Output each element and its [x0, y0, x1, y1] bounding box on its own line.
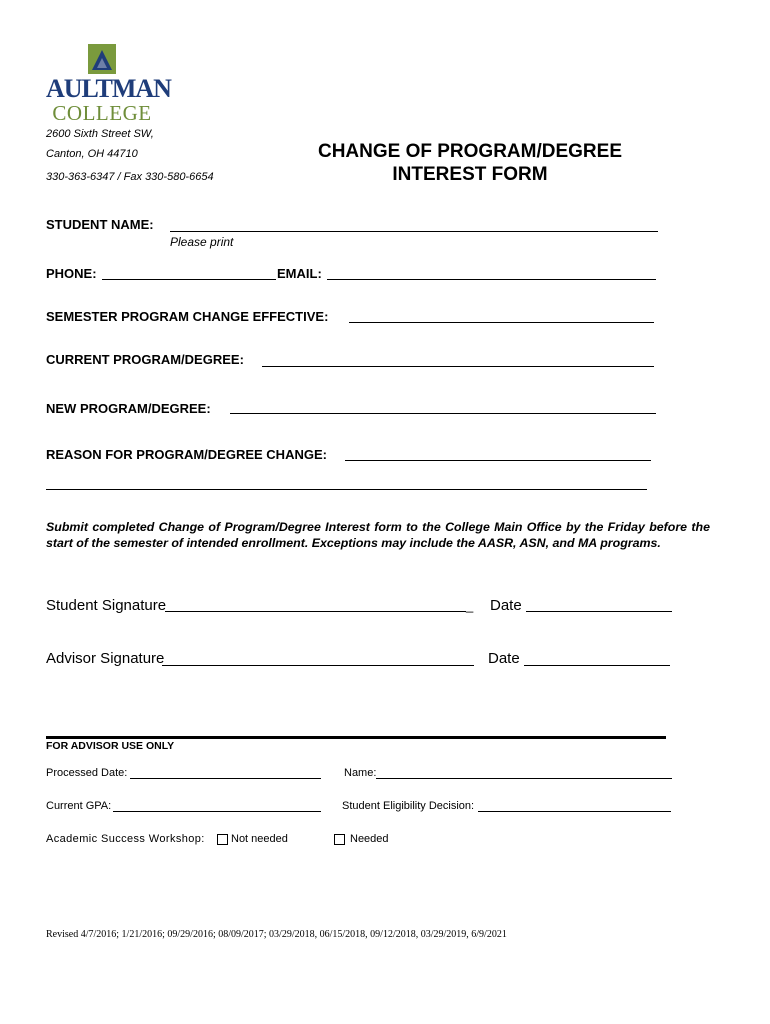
revision-history: Revised 4/7/2016; 1/21/2016; 09/29/2016; 08/09/2017; 03/29/2018, 06/15/2018, 09/12/2018, 03/29/2019, 6/9/2021 [46, 929, 507, 940]
reason-label: REASON FOR PROGRAM/DEGREE CHANGE: [46, 447, 327, 462]
advisor-name-label: Name: [344, 767, 377, 779]
student-signature-label: Student Signature [46, 597, 167, 614]
form-title [300, 140, 640, 186]
email-label: EMAIL: [277, 266, 322, 281]
current-program-label: CURRENT PROGRAM/DEGREE: [46, 352, 244, 367]
semester-field[interactable] [349, 322, 654, 323]
reason-field-line2[interactable] [46, 489, 647, 490]
advisor-section-heading: FOR ADVISOR USE ONLY [46, 740, 175, 752]
eligibility-label: Student Eligibility Decision: [342, 800, 475, 812]
eligibility-field[interactable] [478, 811, 671, 812]
student-signature-underscore: _ [466, 598, 474, 613]
student-date-field[interactable] [526, 611, 672, 612]
advisor-section-divider [46, 736, 666, 739]
college-logo [46, 44, 171, 125]
student-name-hint: Please print [170, 235, 234, 249]
logo-wordmark-bottom: COLLEGE [52, 101, 152, 125]
form-title-line1: CHANGE OF PROGRAM/DEGREE [317, 141, 623, 162]
not-needed-checkbox[interactable] [217, 834, 228, 845]
needed-label: Needed [350, 833, 389, 845]
advisor-date-label: Date [488, 650, 520, 667]
current-gpa-field[interactable] [113, 811, 321, 812]
advisor-date-field[interactable] [524, 665, 670, 666]
semester-label: SEMESTER PROGRAM CHANGE EFFECTIVE: [46, 309, 329, 324]
phone-field[interactable] [102, 279, 276, 280]
form-title-line2: INTEREST FORM [392, 164, 548, 185]
workshop-label: Academic Success Workshop: [46, 833, 205, 845]
new-program-label: NEW PROGRAM/DEGREE: [46, 401, 211, 416]
email-field[interactable] [327, 279, 656, 280]
student-name-label: STUDENT NAME: [46, 217, 154, 232]
advisor-signature-label: Advisor Signature [46, 650, 165, 667]
advisor-name-field[interactable] [376, 778, 672, 779]
address-street: 2600 Sixth Street SW, [46, 128, 154, 140]
student-name-field[interactable] [170, 231, 658, 232]
student-signature-field[interactable] [165, 611, 466, 612]
address-phone-fax: 330-363-6347 / Fax 330-580-6654 [46, 171, 214, 183]
processed-date-label: Processed Date: [46, 767, 128, 779]
current-gpa-label: Current GPA: [46, 800, 112, 812]
processed-date-field[interactable] [130, 778, 321, 779]
current-program-field[interactable] [262, 366, 654, 367]
student-date-label: Date [490, 597, 522, 614]
new-program-field[interactable] [230, 413, 656, 414]
submission-instructions: Submit completed Change of Program/Degree Interest form to the College Main Office by the Friday before the start of the semester of intended enrollment. Exceptions may include the AASR, ASN, and MA programs. [46, 520, 710, 550]
reason-field[interactable] [345, 460, 651, 461]
logo-mark-icon [88, 44, 116, 74]
not-needed-label: Not needed [231, 833, 288, 845]
advisor-signature-field[interactable] [162, 665, 474, 666]
phone-label: PHONE: [46, 266, 97, 281]
address-city: Canton, OH 44710 [46, 148, 138, 160]
logo-wordmark-top: AULTMAN [46, 74, 171, 103]
needed-checkbox[interactable] [334, 834, 345, 845]
